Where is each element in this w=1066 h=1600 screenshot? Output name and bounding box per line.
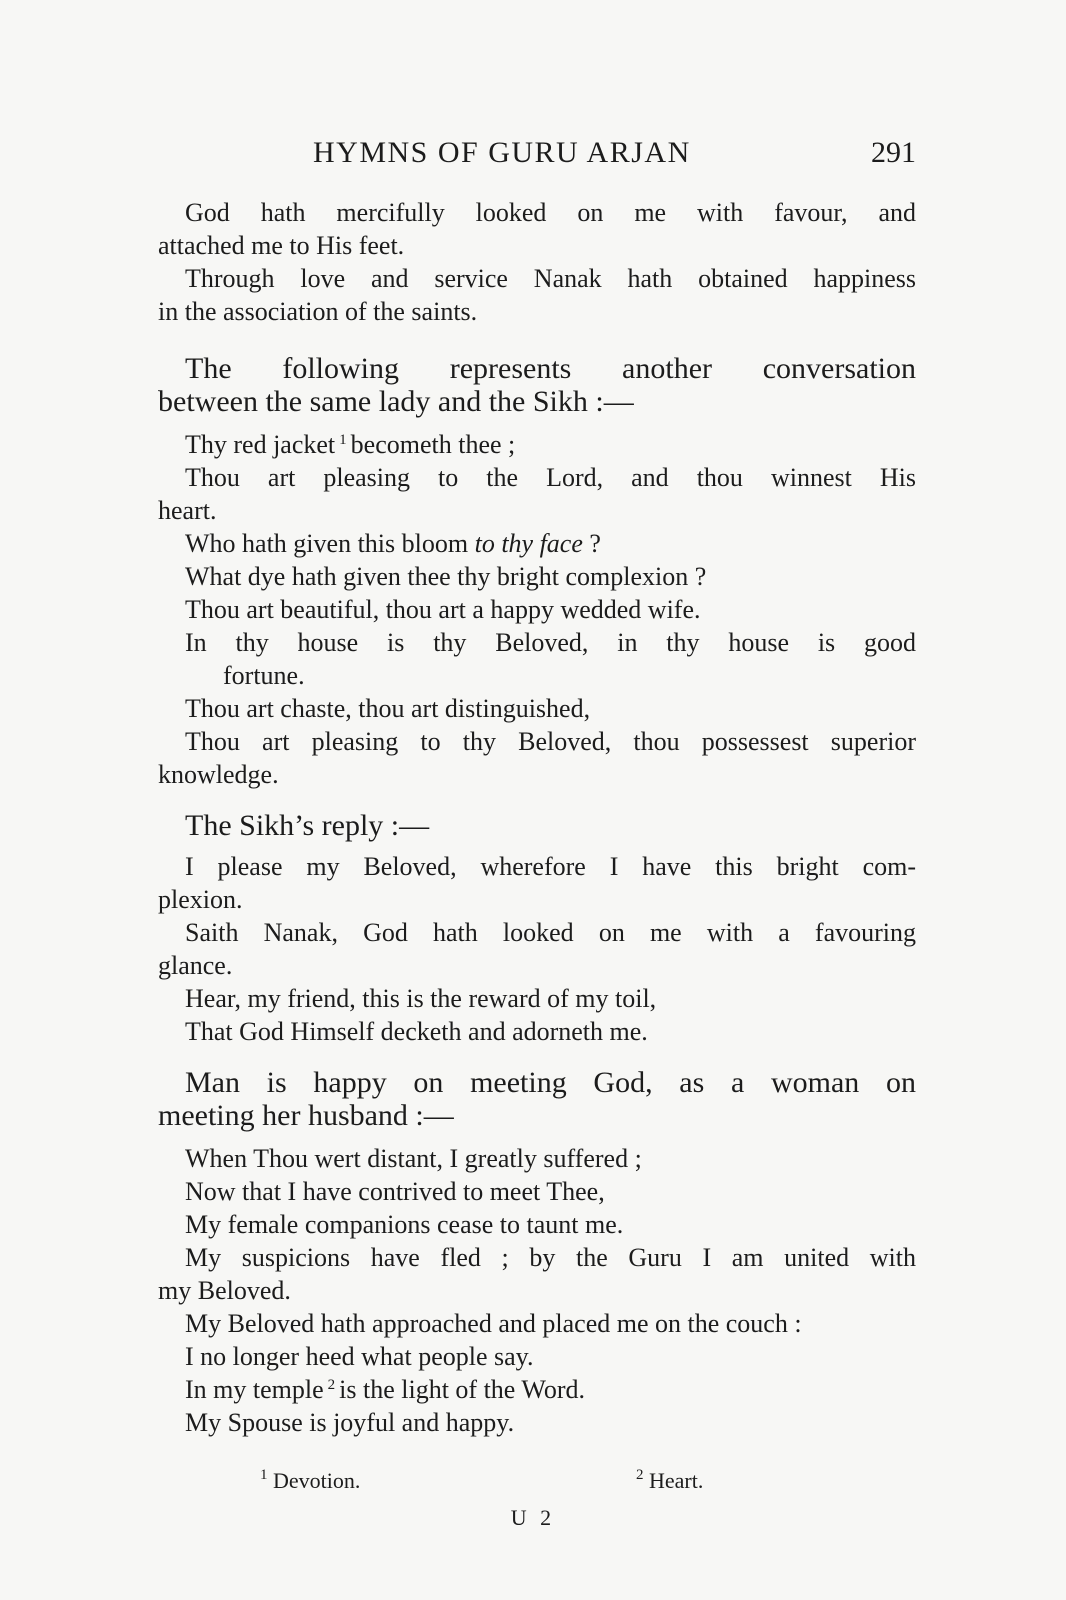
text-line: That God Himself decketh and adorneth me.	[185, 1017, 648, 1046]
text-line: Thou art pleasing to the Lord, and thou winnest His	[185, 463, 916, 492]
footnote-ref: 2	[327, 1377, 336, 1393]
footnote-ref: 1	[339, 432, 347, 448]
heading-line: The following represents another conversation	[185, 352, 916, 385]
running-title: HYMNS OF GURU ARJAN	[313, 136, 691, 169]
text-segment: ?	[589, 529, 601, 558]
section-heading-reply	[158, 809, 916, 842]
italic-phrase: to thy face	[474, 529, 583, 558]
text-line: I no longer heed what people say.	[185, 1342, 534, 1371]
sikh-verse	[158, 850, 916, 1048]
text-line: I please my Beloved, wherefore I have this bright com-	[185, 852, 916, 881]
text-line	[158, 527, 916, 560]
page-body	[158, 196, 916, 1439]
text-line: My female companions cease to taunt me.	[185, 1210, 624, 1239]
text-segment: Thy red jacket	[185, 430, 336, 459]
heading-line: The Sikh’s reply :—	[185, 809, 430, 842]
text-line: In thy house is thy Beloved, in thy house is good	[185, 628, 916, 657]
text-line: Through love and service Nanak hath obtained happiness	[185, 264, 916, 293]
text-line: Thou art beautiful, thou art a happy wedded wife.	[185, 595, 701, 624]
text-line: Saith Nanak, God hath looked on me with a favouring	[185, 918, 916, 947]
meeting-verse	[158, 1142, 916, 1439]
page-number: 291	[871, 136, 916, 169]
text-line: When Thou wert distant, I greatly suffered ;	[185, 1144, 642, 1173]
footnote-text: Heart.	[649, 1468, 704, 1493]
text-line: My Beloved hath approached and placed me on the couch :	[185, 1309, 802, 1338]
text-line: My Spouse is joyful and happy.	[185, 1408, 515, 1437]
lady-verse	[158, 428, 916, 791]
footnotes	[0, 1468, 1066, 1500]
text-segment: becometh thee ;	[350, 430, 516, 459]
heading-line: meeting her husband :—	[158, 1099, 454, 1132]
text-line: knowledge.	[158, 760, 279, 789]
page-header	[158, 136, 916, 176]
text-line: glance.	[158, 951, 233, 980]
text-segment: is the light of the Word.	[339, 1375, 585, 1404]
footnote-text: Devotion.	[273, 1468, 361, 1493]
footnote-1	[260, 1468, 360, 1494]
text-line: fortune.	[223, 661, 305, 690]
text-line: Now that I have contrived to meet Thee,	[185, 1177, 605, 1206]
text-line: Thou art chaste, thou art distinguished,	[185, 694, 591, 723]
footnote-2	[636, 1468, 703, 1494]
text-line: heart.	[158, 496, 217, 525]
text-line: attached me to His feet.	[158, 231, 405, 260]
signature-mark: U 2	[510, 1505, 556, 1530]
text-line	[158, 428, 916, 461]
text-line	[158, 1373, 916, 1406]
heading-line: Man is happy on meeting God, as a woman on	[185, 1066, 916, 1099]
text-line: God hath mercifully looked on me with favour, and	[185, 198, 916, 227]
text-line: My suspicions have fled ; by the Guru I am united with	[185, 1243, 916, 1272]
text-line: Hear, my friend, this is the reward of my toil,	[185, 984, 657, 1013]
text-line: What dye hath given thee thy bright complexion ?	[185, 562, 707, 591]
text-segment: Who hath given this bloom	[185, 529, 469, 558]
footnote-mark: 1	[260, 1467, 268, 1483]
text-segment: In my temple	[185, 1375, 324, 1404]
section-heading-conversation	[158, 352, 916, 418]
footnote-mark: 2	[636, 1467, 644, 1483]
heading-line: between the same lady and the Sikh :—	[158, 385, 634, 418]
opening-verse	[158, 196, 916, 328]
text-line: my Beloved.	[158, 1276, 291, 1305]
section-heading-meeting	[158, 1066, 916, 1132]
text-line: Thou art pleasing to thy Beloved, thou possessest superior	[185, 727, 916, 756]
text-line: in the association of the saints.	[158, 297, 478, 326]
text-line: plexion.	[158, 885, 243, 914]
